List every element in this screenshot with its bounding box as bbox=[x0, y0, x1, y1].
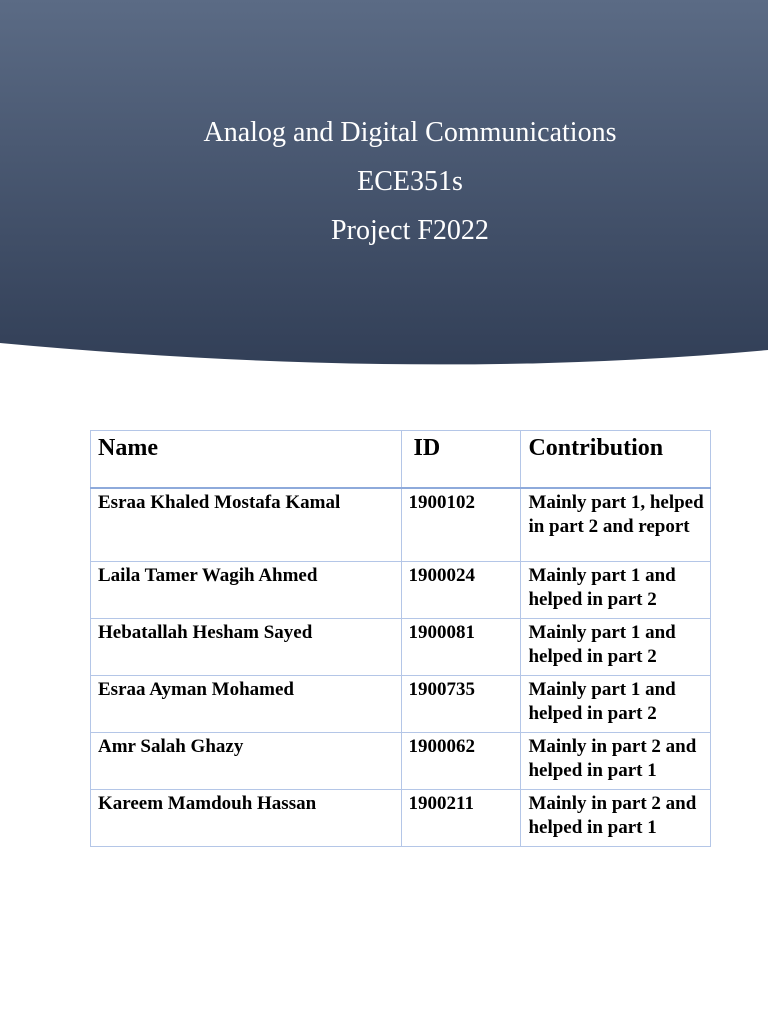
member-contribution: Mainly part 1 and helped in part 2 bbox=[521, 619, 711, 676]
table-row bbox=[91, 562, 711, 619]
member-contribution: Mainly part 1 and helped in part 2 bbox=[521, 562, 711, 619]
member-name: Amr Salah Ghazy bbox=[91, 733, 402, 790]
member-id: 1900081 bbox=[401, 619, 521, 676]
header-id: ID bbox=[401, 431, 521, 489]
header-contribution: Contribution bbox=[521, 431, 711, 489]
member-contribution: Mainly part 1 and helped in part 2 bbox=[521, 676, 711, 733]
member-id: 1900735 bbox=[401, 676, 521, 733]
member-name: Laila Tamer Wagih Ahmed bbox=[91, 562, 402, 619]
member-id: 1900062 bbox=[401, 733, 521, 790]
table-row bbox=[91, 733, 711, 790]
member-contribution: Mainly part 1, helped in part 2 and report bbox=[521, 488, 711, 562]
header-name: Name bbox=[91, 431, 402, 489]
table-row bbox=[91, 790, 711, 847]
team-contribution-table bbox=[90, 430, 711, 847]
member-id: 1900024 bbox=[401, 562, 521, 619]
member-name: Kareem Mamdouh Hassan bbox=[91, 790, 402, 847]
table-header-row bbox=[91, 431, 711, 489]
cover-title-block bbox=[0, 108, 768, 255]
member-name: Esraa Ayman Mohamed bbox=[91, 676, 402, 733]
course-code: ECE351s bbox=[357, 166, 463, 197]
course-title: Analog and Digital Communications bbox=[203, 117, 617, 148]
project-name: Project F2022 bbox=[331, 215, 489, 246]
member-name: Hebatallah Hesham Sayed bbox=[91, 619, 402, 676]
member-id: 1900102 bbox=[401, 488, 521, 562]
member-name: Esraa Khaled Mostafa Kamal bbox=[91, 488, 402, 562]
member-id: 1900211 bbox=[401, 790, 521, 847]
table-row bbox=[91, 488, 711, 562]
table-row bbox=[91, 676, 711, 733]
member-contribution: Mainly in part 2 and helped in part 1 bbox=[521, 790, 711, 847]
table-row bbox=[91, 619, 711, 676]
member-contribution: Mainly in part 2 and helped in part 1 bbox=[521, 733, 711, 790]
